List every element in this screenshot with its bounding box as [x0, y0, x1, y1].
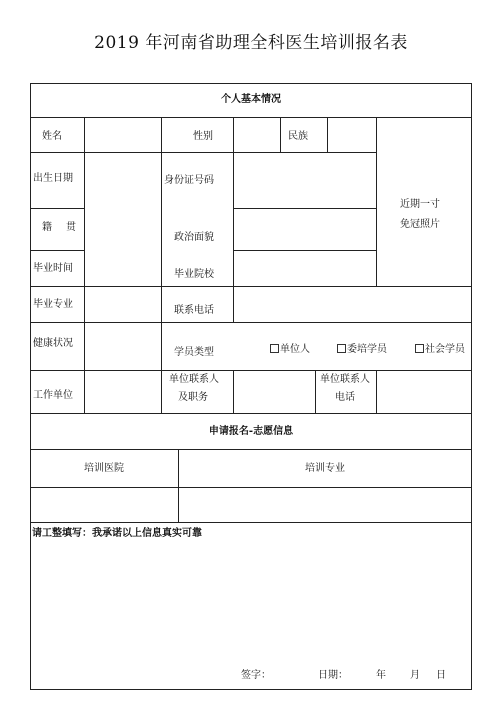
section-heading-personal-info: 个人基本情况: [221, 94, 281, 105]
col-divider: [376, 370, 377, 413]
option-label: 委培学员: [347, 344, 387, 355]
option-label: 单位人: [280, 344, 310, 355]
label-gender: 性别: [193, 131, 213, 142]
label-ethnicity: 民族: [288, 131, 308, 142]
label-training-hospital: 培训医院: [84, 463, 124, 474]
form-title: 2019 年河南省助理全科医生培训报名表: [94, 33, 408, 53]
row-divider: [30, 413, 472, 414]
row-divider: [30, 152, 376, 153]
label-day: 日: [436, 670, 446, 681]
label-major: 毕业专业: [33, 299, 73, 310]
pledge-statement: 请工整填写：我承诺以上信息真实可靠: [32, 528, 202, 539]
row-divider: [30, 522, 472, 523]
row-divider: [30, 449, 472, 450]
label-date: 日期：: [318, 670, 348, 681]
label-contact-person-line2: 及职务: [178, 392, 208, 403]
label-employer: 工作单位: [33, 390, 73, 401]
table-border-top: [30, 83, 472, 84]
label-name: 姓名: [42, 131, 62, 142]
table-border-left: [30, 83, 31, 690]
label-training-specialty: 培训专业: [305, 463, 345, 474]
checkbox-icon[interactable]: [415, 344, 424, 353]
checkbox-icon[interactable]: [270, 344, 279, 353]
col-divider: [280, 117, 281, 152]
option-social-trainee[interactable]: [415, 343, 465, 356]
label-contact-phone-line2: 电话: [335, 392, 355, 403]
label-health: 健康状况: [33, 338, 73, 349]
col-divider: [178, 449, 179, 522]
row-divider: [30, 370, 472, 371]
label-month: 月: [410, 670, 420, 681]
label-signature: 签字：: [241, 670, 271, 681]
label-graduation-time: 毕业时间: [33, 263, 73, 274]
label-year: 年: [376, 670, 386, 681]
label-student-type: 学员类型: [174, 347, 214, 358]
col-divider: [84, 117, 85, 413]
photo-placeholder-line2: 免冠照片: [400, 219, 440, 230]
row-divider: [30, 487, 472, 488]
row-divider: [233, 250, 376, 251]
label-contact-phone-line1: 单位联系人: [320, 374, 370, 385]
table-border-right: [471, 83, 472, 690]
checkbox-icon[interactable]: [337, 344, 346, 353]
row-divider: [233, 208, 376, 209]
col-divider: [376, 117, 377, 286]
row-divider: [30, 117, 472, 118]
label-phone: 联系电话: [174, 305, 214, 316]
table-border-bottom: [30, 689, 472, 690]
row-divider: [30, 286, 472, 287]
col-divider: [315, 370, 316, 413]
col-divider: [161, 117, 162, 413]
photo-placeholder-line1: 近期一寸: [400, 199, 440, 210]
option-label: 社会学员: [425, 344, 465, 355]
col-divider: [233, 370, 234, 413]
option-commissioned-trainee[interactable]: [337, 343, 387, 356]
label-school: 毕业院校: [174, 269, 214, 280]
label-native-place: 籍 贯: [42, 222, 78, 233]
row-divider: [30, 322, 472, 323]
col-divider: [327, 117, 328, 152]
row-divider: [30, 208, 84, 209]
label-contact-person-line1: 单位联系人: [169, 374, 219, 385]
option-unit-staff[interactable]: [270, 343, 310, 356]
label-id-number: 身份证号码: [164, 175, 214, 186]
col-divider: [233, 117, 234, 322]
label-birthdate: 出生日期: [33, 173, 73, 184]
label-political-status: 政治面貌: [174, 232, 214, 243]
section-heading-application: 申请报名-志愿信息: [208, 426, 294, 437]
row-divider: [30, 250, 84, 251]
